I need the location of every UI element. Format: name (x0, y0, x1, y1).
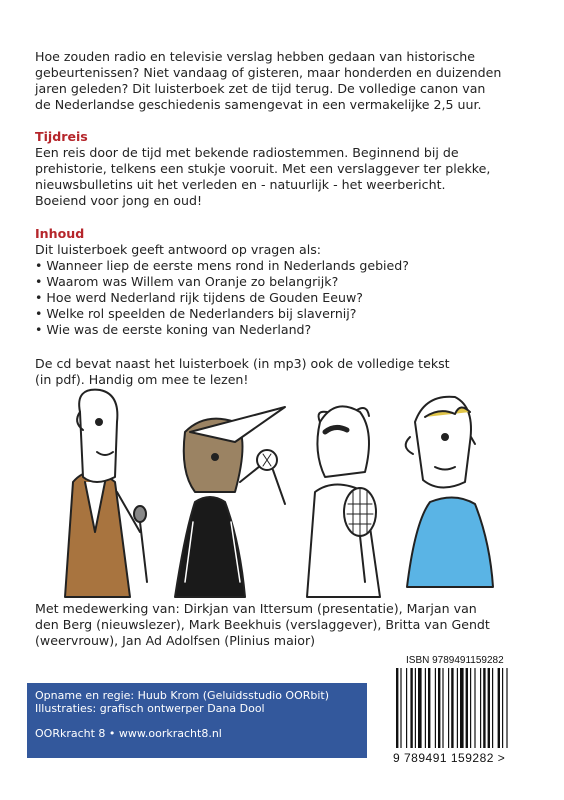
barcode-bar (474, 668, 475, 748)
illustration-credit: Illustraties: grafisch ontwerper Dana Dool (35, 702, 265, 715)
barcode-bar (415, 668, 416, 748)
isbn-label: ISBN 9789491159282 (406, 655, 504, 666)
tijdreis-line: prehistorie, telkens een stukje vooruit. Met een verslaggever ter plekke, (35, 161, 491, 176)
tijdreis-line: Een reis door de tijd met bekende radiostemmen. Beginnend bij de (35, 145, 459, 160)
intro-line: Hoe zouden radio en televisie verslag hebben gedaan van historische (35, 49, 475, 64)
credits-line: den Berg (nieuwslezer), Mark Beekhuis (verslaggever), Britta van Gendt (35, 617, 490, 632)
cartoon-illustration (35, 382, 535, 604)
tijdreis-line: nieuwsbulletins uit het verleden en - natuurlijk - het weerbericht. (35, 177, 446, 192)
barcode-bar (442, 668, 443, 748)
tijdreis-line: Boeiend voor jong en oud! (35, 193, 203, 208)
production-info-box (27, 683, 367, 758)
inhoud-section (35, 226, 535, 338)
barcode-bar (435, 668, 436, 748)
cd-line: De cd bevat naast het luisterboek (in mp3) ook de volledige tekst (35, 356, 450, 371)
barcode-bar (400, 668, 401, 748)
barcode-bar (428, 668, 430, 748)
intro-paragraph (35, 49, 535, 113)
inhoud-bullet: • Wie was de eerste koning van Nederland? (35, 322, 312, 337)
barcode-bar (457, 668, 458, 748)
publisher-website: OORkracht 8 • www.oorkracht8.nl (35, 727, 222, 740)
barcode-bar (406, 668, 407, 748)
intro-line: de Nederlandse geschiedenis samengevat in een vermakelijke 2,5 uur. (35, 97, 482, 112)
barcode-bar (488, 668, 490, 748)
barcode-bar (396, 668, 398, 748)
barcode-bar (492, 668, 493, 748)
barcode-bar (448, 668, 449, 748)
inhoud-bullet: • Wanneer liep de eerste mens rond in Nederlands gebied? (35, 258, 409, 273)
credits-line: (weervrouw), Jan Ad Adolfsen (Plinius maior) (35, 633, 316, 648)
barcode-bar (418, 668, 422, 748)
barcode-bar (480, 668, 481, 748)
reporter-figure (307, 406, 380, 597)
barcode-bar (498, 668, 500, 748)
barcode-bar (460, 668, 464, 748)
barcode-bar (466, 668, 468, 748)
barcode-bar (470, 668, 471, 748)
barcode-bar (506, 668, 507, 748)
barcode-bar (425, 668, 426, 748)
presenter-figure (65, 390, 147, 597)
opname-credit: Opname en regie: Huub Krom (Geluidsstudio OORbit) (35, 689, 330, 702)
credits-paragraph (35, 601, 505, 649)
newsreader-figure (175, 407, 285, 597)
barcode-bar (502, 668, 503, 748)
cd-line: (in pdf). Handig om mee te lezen! (35, 372, 249, 387)
barcode-bar (451, 668, 453, 748)
credits-line: Met medewerking van: Dirkjan van Ittersum (presentatie), Marjan van (35, 601, 477, 616)
barcode-icon (394, 668, 536, 750)
inhoud-heading: Inhoud (35, 226, 85, 241)
intro-line: jaren geleden? Dit luisterboek zet de tijd terug. De volledige canon van (35, 81, 486, 96)
tijdreis-heading: Tijdreis (35, 129, 88, 144)
barcode-bar (438, 668, 440, 748)
tijdreis-section (35, 129, 535, 209)
barcode-bar (410, 668, 412, 748)
barcode-bar (483, 668, 485, 748)
inhoud-bullet: • Hoe werd Nederland rijk tijdens de Gouden Eeuw? (35, 290, 363, 305)
isbn-number: 9 789491 159282 > (393, 751, 506, 765)
inhoud-bullet: • Waarom was Willem van Oranje zo belangrijk? (35, 274, 339, 289)
weatherwoman-figure (406, 397, 493, 587)
inhoud-line: Dit luisterboek geeft antwoord op vragen als: (35, 242, 322, 257)
intro-line: gebeurtenissen? Niet vandaag of gisteren, maar honderden en duizenden (35, 65, 502, 80)
inhoud-bullet: • Welke rol speelden de Nederlanders bij slavernij? (35, 306, 357, 321)
